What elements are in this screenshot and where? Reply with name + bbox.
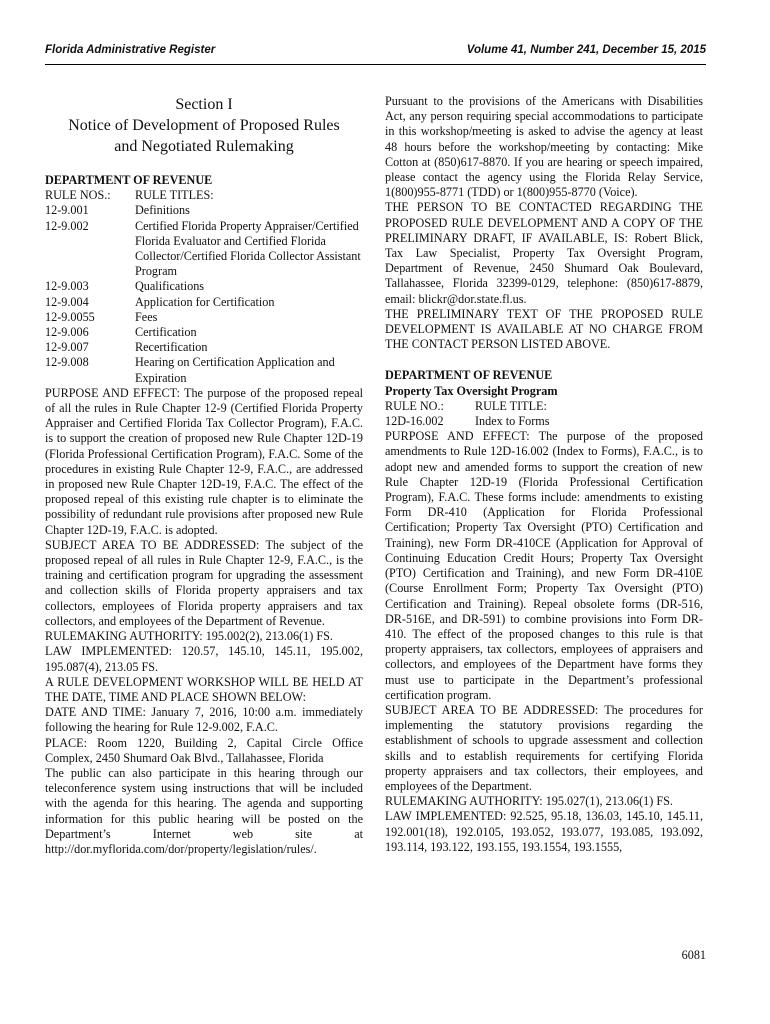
purpose-paragraph: PURPOSE AND EFFECT: The purpose of the proposed repeal of all the rules in Rule Chapter 12-9 (Certified Florida Property Appraiser and Certified Florida Tax Collector Program), F.A.C. is to support the creation of proposed new Rule Chapter 12D-19 (Florida Professional Certification Program), F.A.C. Some of the procedures in existing Rule Chapter 12-9, F.A.C., are addressed in proposed new Rule Chapter 12D-19, F.A.C. The effect of the proposed repeal of this existing rule chapter is to eliminate the possibility of redundant rule provisions after proposed new Rule Chapter 12D-19, F.A.C. is adopted. — [45, 385, 363, 537]
rule-number: 12-9.0055 — [45, 309, 95, 324]
public-paragraph: The public can also participate in this hearing through our teleconference system using instructions that will be included with the agenda for this hearing. The agenda and supporting information for this public hearing will be posted on the Department’s Internet web site at http://dor.myflorida.com/dor/property/legislation/rules/. — [45, 765, 363, 856]
rule-number: 12-9.008 — [45, 355, 89, 370]
rules-table — [45, 188, 363, 386]
law-paragraph: LAW IMPLEMENTED: 92.525, 95.18, 136.03, 145.10, 145.11, 192.001(18), 192.0105, 193.052, 193.077, 193.085, 193.092, 193.114, 193.122, 193.155, 193.1554, 193.1555, — [385, 809, 703, 854]
place-paragraph: PLACE: Room 1220, Building 2, Capital Circle Office Complex, 2450 Shumard Oak Blvd., Tallahassee, Florida — [45, 735, 363, 765]
rule-title: Definitions — [135, 203, 190, 218]
rules-head-no: RULE NOS.: — [45, 188, 111, 203]
rule-title: Qualifications — [135, 279, 205, 294]
section-title-line: Section I — [175, 96, 233, 113]
department-heading: DEPARTMENT OF REVENUE — [45, 173, 213, 187]
section-title — [45, 94, 363, 157]
prelim-paragraph: THE PRELIMINARY TEXT OF THE PROPOSED RULE DEVELOPMENT IS AVAILABLE AT NO CHARGE FROM THE CONTACT PERSON LISTED ABOVE. — [385, 306, 703, 352]
authority-paragraph: RULEMAKING AUTHORITY: 195.027(1), 213.06(1) FS. — [385, 794, 673, 809]
rule-title: Fees — [135, 309, 158, 324]
rule-number: 12-9.007 — [45, 340, 89, 355]
header-divider — [45, 64, 706, 65]
program-heading: Property Tax Oversight Program — [385, 383, 558, 398]
left-column — [45, 94, 363, 857]
rule-title: Index to Forms — [475, 414, 550, 429]
subject-paragraph: SUBJECT AREA TO BE ADDRESSED: The procedures for implementing the statutory provisions regarding the establishment of schools to upgrade assessment and collection skills and to establish requirements for certifying Florida property appraisers and tax collectors, their employees, and employees of the Department. — [385, 702, 703, 793]
running-header-right: Volume 41, Number 241, December 15, 2015 — [466, 44, 706, 56]
workshop-paragraph: A RULE DEVELOPMENT WORKSHOP WILL BE HELD AT THE DATE, TIME AND PLACE SHOWN BELOW: — [45, 674, 363, 704]
rule-table — [385, 399, 703, 429]
running-header-left: Florida Administrative Register — [45, 44, 216, 56]
rule-title: Certified Florida Property Appraiser/Certified Florida Evaluator and Certified Florida Collector/Certified Florida Collector Assistant Program — [135, 218, 361, 279]
rule-title: Recertification — [135, 340, 208, 355]
right-column — [385, 94, 703, 855]
subject-paragraph: SUBJECT AREA TO BE ADDRESSED: The subject of the proposed repeal of all rules in Rule Chapter 12-9, F.A.C., is the training and certification program for upgrading the assessment and collection skills of Florida property appraisers and tax collectors, employees of Florida property appraisers and tax collectors, and employees of the Department of Revenue. — [45, 537, 363, 628]
rule-title: Certification — [135, 325, 197, 340]
department-heading: DEPARTMENT OF REVENUE — [385, 368, 553, 383]
law-paragraph: LAW IMPLEMENTED: 120.57, 145.10, 145.11, 195.002, 195.087(4), 213.05 FS. — [45, 644, 363, 674]
rule-number: 12-9.003 — [45, 279, 89, 294]
authority-paragraph: RULEMAKING AUTHORITY: 195.002(2), 213.06(1) FS. — [45, 629, 333, 644]
rule-number: 12-9.004 — [45, 294, 89, 309]
rule-number: 12-9.006 — [45, 325, 89, 340]
page-number: 6081 — [681, 948, 706, 962]
rule-number: 12-9.001 — [45, 203, 89, 218]
rule-number: 12D-16.002 — [385, 414, 444, 429]
rules-head-title: RULE TITLES: — [135, 188, 214, 203]
purpose-paragraph: PURPOSE AND EFFECT: The purpose of the proposed amendments to Rule 12D-16.002 (Index to Forms), F.A.C., is to adopt new and amended forms to support the creation of new Rule Chapter 12D-19 (Florida Professional Certification Program), F.A.C. These forms include: amendments to existing Form DR-410 (Application for Florida Professional Certification; Property Tax Oversight (PTO) Certification and Training), new Form DR-410CE (Application for Approval of Continuing Education Credit Hours; Property Tax Oversight (PTO) Certification and Training), and new Form DR-410E (Course Enrollment Form; Property Tax Oversight (PTO) Certification and Training). Repeal obsolete forms (DR-516, DR-516E, and DR-591) to combine provisions into Form DR-410. The effect of the proposed changes to this rule is that property appraisers, tax collectors, employees of appraisers and collectors, and employees of the Department have forms they must use to participate in the Department’s professional certification program. — [385, 429, 703, 702]
rule-title: Hearing on Certification Application and Expiration — [135, 355, 335, 385]
section-title-line: and Negotiated Rulemaking — [114, 138, 294, 155]
rule-head-no: RULE NO.: — [385, 398, 444, 413]
rule-title: Application for Certification — [135, 294, 275, 309]
datetime-paragraph: DATE AND TIME: January 7, 2016, 10:00 a.m. immediately following the hearing for Rule 12-9.002, F.A.C. — [45, 705, 363, 735]
ada-paragraph: Pursuant to the provisions of the Americans with Disabilities Act, any person requiring special accommodations to participate in this workshop/meeting is asked to advise the agency at least 48 hours before the workshop/meeting by contacting: Mike Cotton at (850)617-8870. If you are hearing or speech impaired, please contact the agency using the Florida Relay Service, 1(800)955-8771 (TDD) or 1(800)955-8770 (Voice). — [385, 94, 703, 200]
rule-number: 12-9.002 — [45, 218, 89, 233]
contact-paragraph: THE PERSON TO BE CONTACTED REGARDING THE PROPOSED RULE DEVELOPMENT AND A COPY OF THE PRELIMINARY DRAFT, IF AVAILABLE, IS: Robert Blick, Tax Law Specialist, Property Tax Oversight Program, Department of Revenue, 2450 Shumard Oak Boulevard, Tallahassee, Florida 32399-0129, telephone: (850)617-8879, email: blickr@dor.state.fl.us. — [385, 200, 703, 306]
rule-head-title: RULE TITLE: — [475, 398, 547, 413]
section-title-line: Notice of Development of Proposed Rules — [68, 117, 340, 134]
